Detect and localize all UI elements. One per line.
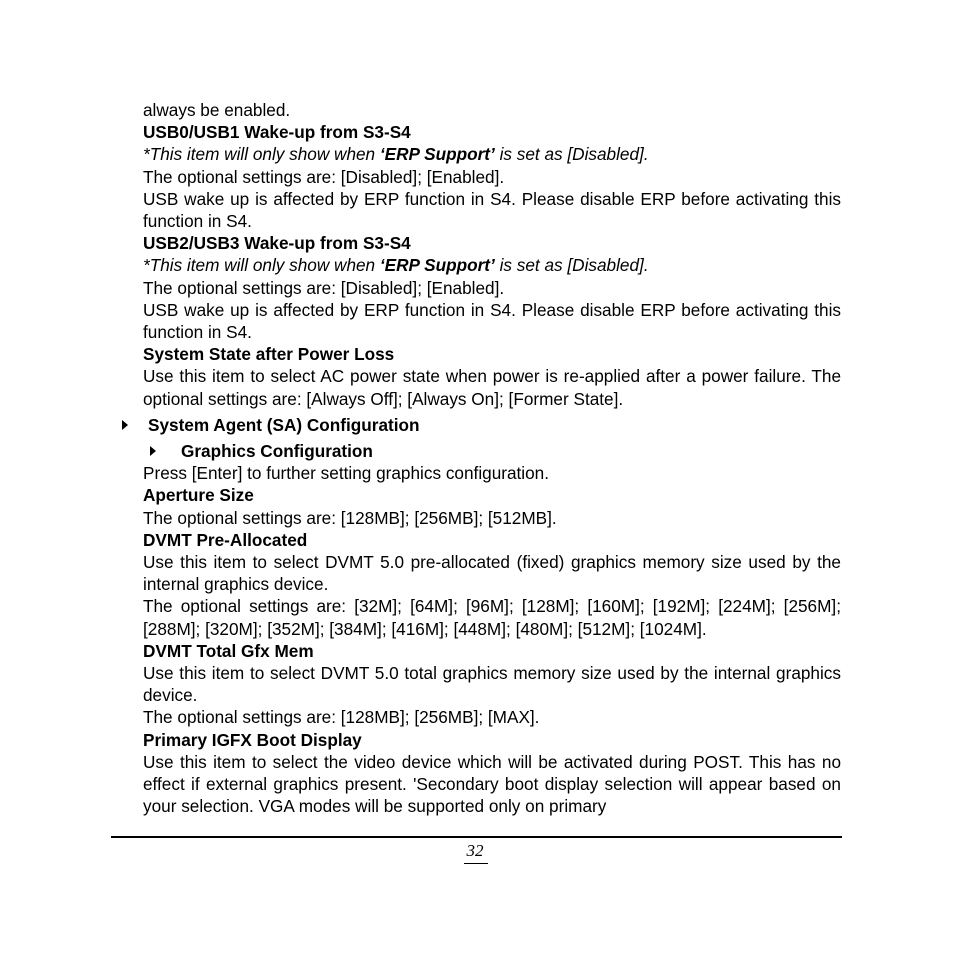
usb01-wakeup-heading: USB0/USB1 Wake-up from S3-S4: [143, 122, 411, 143]
dvmt-pre-heading: DVMT Pre-Allocated: [143, 529, 308, 550]
igfx-heading: Primary IGFX Boot Display: [143, 729, 362, 750]
usb23-note: [143, 254, 841, 276]
usb01-options: The optional settings are: [Disabled]; [Enabled].: [143, 166, 505, 187]
usb23-note-pre: *This item will only show when: [143, 255, 380, 276]
usb01-note: [143, 143, 841, 165]
aperture-size-options: The optional settings are: [128MB]; [256MB]; [512MB].: [143, 507, 557, 528]
dvmt-total-options: The optional settings are: [128MB]; [256MB]; [MAX].: [143, 707, 540, 728]
dvmt-total-heading: DVMT Total Gfx Mem: [143, 640, 314, 661]
sa-config-label: System Agent (SA) Configuration: [148, 414, 420, 435]
page-number-underline: [464, 863, 488, 864]
usb23-note-erp: ‘ERP Support’: [379, 255, 495, 276]
usb23-note-post: is set as [Disabled].: [494, 255, 649, 276]
usb01-note-post: is set as [Disabled].: [494, 144, 649, 165]
usb01-note-pre: *This item will only show when: [143, 144, 380, 165]
usb23-description: USB wake up is affected by ERP function in S4. Please disable ERP before activating this function in S4.: [143, 299, 841, 343]
sa-config-bullet: [143, 414, 841, 436]
usb23-options: The optional settings are: [Disabled]; [Enabled].: [143, 277, 505, 298]
aperture-size-heading: Aperture Size: [143, 485, 254, 506]
dvmt-pre-options: The optional settings are: [32M]; [64M]; [96M]; [128M]; [160M]; [192M]; [224M]; [256M]; [288M]; [320M]; [352M]; [384M]; [416M]; [448M]; [480M]; [512M]; [1024M].: [143, 596, 841, 639]
power-loss-heading: System State after Power Loss: [143, 344, 395, 365]
usb01-note-erp: ‘ERP Support’: [379, 144, 495, 165]
power-loss-description: Use this item to select AC power state when power is re-applied after a power failure. The optional settings are: [Always Off]; [Always On]; [Former State].: [143, 366, 841, 409]
graphics-config-description: Press [Enter] to further setting graphics configuration.: [143, 463, 550, 484]
triangle-right-icon: [150, 446, 156, 456]
graphics-config-bullet: [143, 440, 841, 462]
usb23-wakeup-heading: USB2/USB3 Wake-up from S3-S4: [143, 233, 411, 254]
footer-divider: [111, 836, 842, 838]
page-number: 32: [466, 841, 484, 860]
usb01-description: USB wake up is affected by ERP function in S4. Please disable ERP before activating this function in S4.: [143, 188, 841, 232]
dvmt-total-description: Use this item to select DVMT 5.0 total graphics memory size used by the internal graphics device.: [143, 663, 841, 706]
igfx-description: Use this item to select the video device which will be activated during POST. This has no effect if external graphics present. 'Secondary boot display selection will appear based on your selection. VGA modes will be supported only on primary: [143, 751, 841, 817]
triangle-right-icon: [122, 420, 128, 430]
manual-page-content: [143, 99, 841, 818]
continued-text: always be enabled.: [143, 100, 291, 120]
dvmt-pre-description: Use this item to select DVMT 5.0 pre-allocated (fixed) graphics memory size used by the internal graphics device.: [143, 552, 841, 595]
graphics-config-label: Graphics Configuration: [181, 441, 373, 462]
